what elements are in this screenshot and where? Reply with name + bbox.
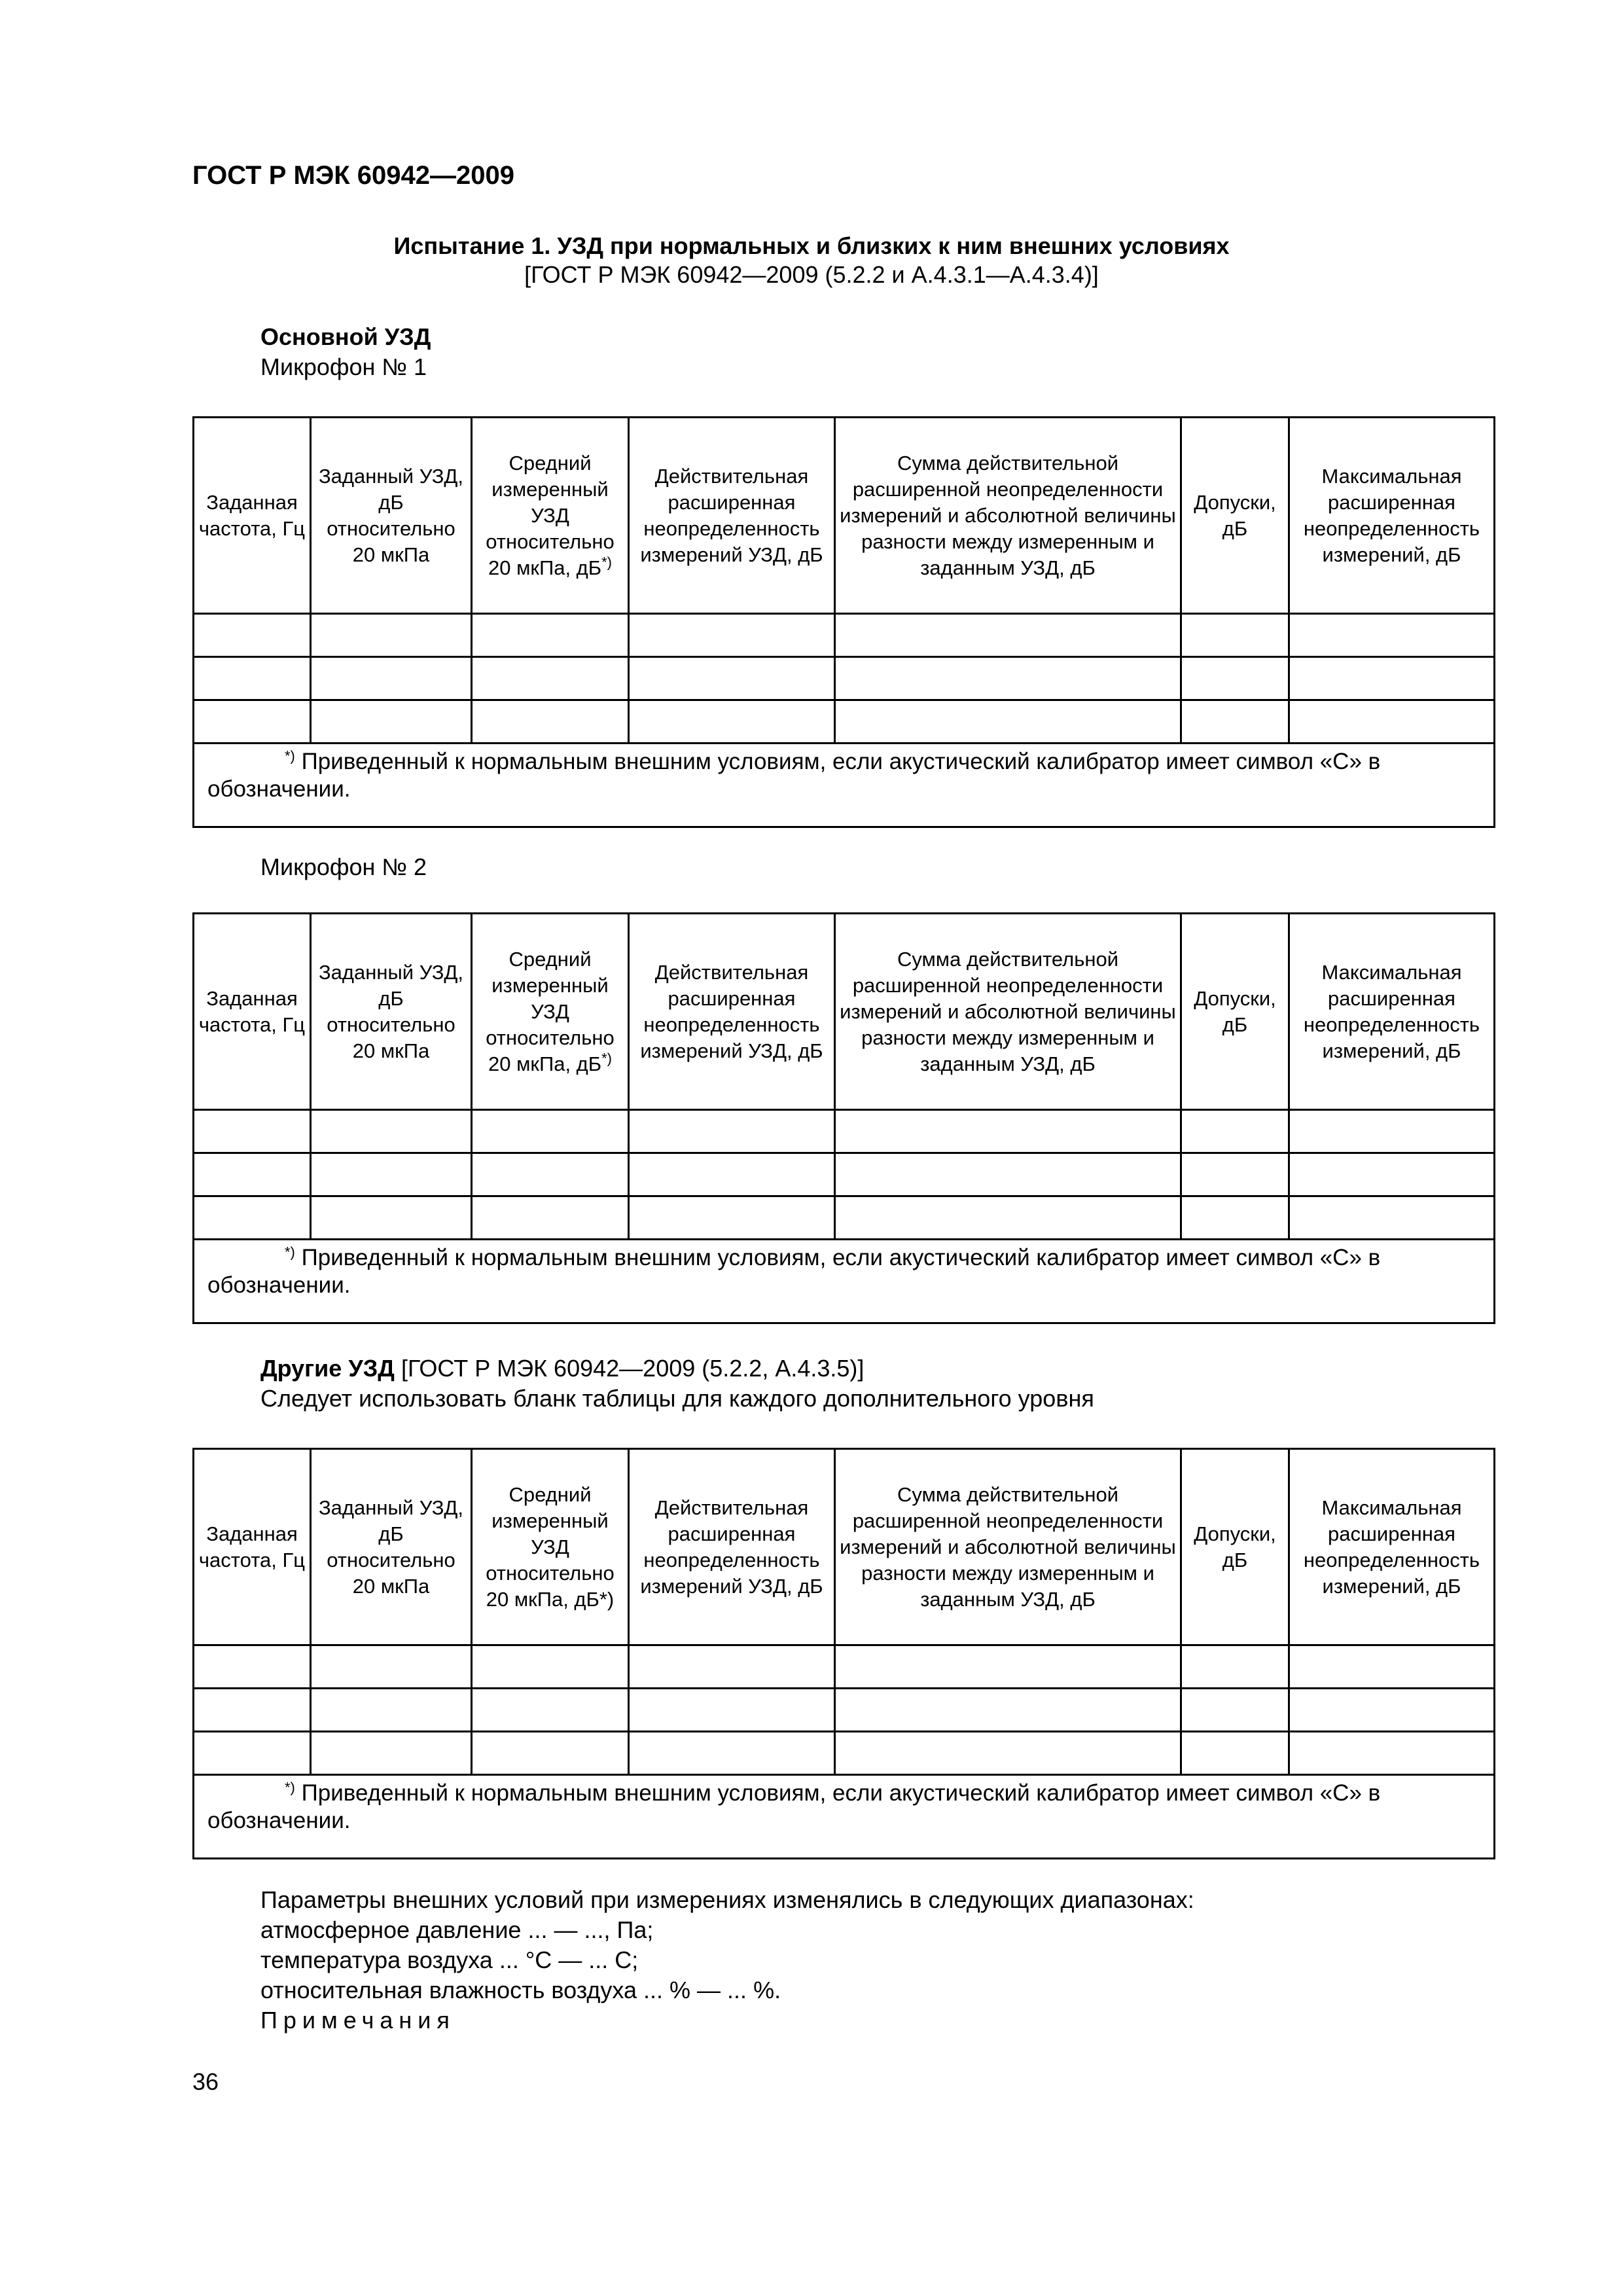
test-reference: [ГОСТ Р МЭК 60942—2009 (5.2.2 и А.4.3.1—А.4.3.4)]: [524, 261, 1099, 288]
table-cell[interactable]: [194, 657, 311, 700]
header-set-level: Заданный УЗД, дБ относительно 20 мкПа: [311, 418, 472, 614]
table-cell[interactable]: [472, 1689, 629, 1732]
table-cell[interactable]: [1289, 1153, 1495, 1196]
table-cell[interactable]: [1181, 1110, 1289, 1153]
table-cell[interactable]: [629, 1689, 835, 1732]
page-number: 36: [192, 2068, 219, 2095]
table-row: [194, 1196, 1495, 1240]
header-frequency: Заданная частота, Гц: [194, 914, 311, 1110]
notes-heading: Примечания: [260, 2007, 455, 2034]
document-id: ГОСТ Р МЭК 60942—2009: [192, 161, 515, 190]
header-mean-measured-level: Средний измеренный УЗД относительно 20 мкПа, дБ*): [472, 914, 629, 1110]
table-row: [194, 700, 1495, 744]
table-cell[interactable]: [835, 1110, 1181, 1153]
results-table-mic-2: [192, 912, 1495, 1324]
table-cell[interactable]: [1289, 614, 1495, 657]
environment-pressure: атмосферное давление ... — ..., Па;: [260, 1916, 654, 1943]
section-other-instruction: Следует использовать бланк таблицы для каждого дополнительного уровня: [260, 1385, 1094, 1412]
header-sum-uncertainty-difference: Сумма действительной расширенной неопределенности измерений и абсолютной величины разности между измеренным и заданным УЗД, дБ: [835, 914, 1181, 1110]
table-cell[interactable]: [835, 1153, 1181, 1196]
table-cell[interactable]: [472, 1196, 629, 1240]
table-cell[interactable]: [629, 1110, 835, 1153]
table-cell[interactable]: [629, 1732, 835, 1775]
table-cell[interactable]: [1181, 1196, 1289, 1240]
table-footnote: *) Приведенный к нормальным внешним условиям, если акустический калибратор имеет символ «С» в обозначении.: [194, 744, 1495, 827]
header-set-level: Заданный УЗД, дБ относительно 20 мкПа: [311, 1449, 472, 1645]
header-mean-measured-level: Средний измеренный УЗД относительно 20 мкПа, дБ*): [472, 1449, 629, 1645]
table-cell[interactable]: [472, 700, 629, 744]
header-actual-uncertainty: Действительная расширенная неопределенность измерений УЗД, дБ: [629, 1449, 835, 1645]
header-max-uncertainty: Максимальная расширенная неопределенность измерений, дБ: [1289, 1449, 1495, 1645]
table-cell[interactable]: [194, 1732, 311, 1775]
table-cell[interactable]: [1289, 1196, 1495, 1240]
header-actual-uncertainty: Действительная расширенная неопределенность измерений УЗД, дБ: [629, 418, 835, 614]
table-cell[interactable]: [835, 1645, 1181, 1689]
table-cell[interactable]: [835, 700, 1181, 744]
header-actual-uncertainty: Действительная расширенная неопределенность измерений УЗД, дБ: [629, 914, 835, 1110]
table-cell[interactable]: [472, 1110, 629, 1153]
table-cell[interactable]: [1181, 1689, 1289, 1732]
table-cell[interactable]: [311, 1153, 472, 1196]
table-cell[interactable]: [311, 700, 472, 744]
table-cell[interactable]: [472, 614, 629, 657]
table-cell[interactable]: [835, 614, 1181, 657]
environment-temperature: температура воздуха ... °С — ... С;: [260, 1946, 639, 1973]
table-cell[interactable]: [472, 1732, 629, 1775]
table-row: [194, 1732, 1495, 1775]
table-cell[interactable]: [629, 700, 835, 744]
table-cell[interactable]: [311, 1732, 472, 1775]
table-footnote: *) Приведенный к нормальным внешним условиям, если акустический калибратор имеет символ «С» в обозначении.: [194, 1775, 1495, 1859]
table-cell[interactable]: [194, 1153, 311, 1196]
table-row: [194, 657, 1495, 700]
table-footnote: *) Приведенный к нормальным внешним условиям, если акустический калибратор имеет символ «С» в обозначении.: [194, 1240, 1495, 1323]
table-cell[interactable]: [1289, 1110, 1495, 1153]
table-cell[interactable]: [1289, 657, 1495, 700]
environment-intro: Параметры внешних условий при измерениях изменялись в следующих диапазонах:: [260, 1886, 1194, 1913]
table-cell[interactable]: [629, 614, 835, 657]
test-title: Испытание 1. УЗД при нормальных и близких к ним внешних условиях: [393, 232, 1230, 259]
table-row: [194, 1153, 1495, 1196]
table-cell[interactable]: [629, 1196, 835, 1240]
table-cell[interactable]: [1289, 1689, 1495, 1732]
table-cell[interactable]: [1289, 700, 1495, 744]
table-cell[interactable]: [835, 1732, 1181, 1775]
header-frequency: Заданная частота, Гц: [194, 1449, 311, 1645]
table-cell[interactable]: [1181, 1153, 1289, 1196]
table-cell[interactable]: [311, 1110, 472, 1153]
microphone-1-label: Микрофон № 1: [260, 353, 427, 380]
table-cell[interactable]: [1181, 1645, 1289, 1689]
results-table-other-levels: [192, 1448, 1495, 1859]
table-cell[interactable]: [311, 614, 472, 657]
table-cell[interactable]: [1181, 657, 1289, 700]
section-other-heading: [260, 1354, 864, 1384]
table-cell[interactable]: [1181, 700, 1289, 744]
table-cell[interactable]: [472, 657, 629, 700]
table-cell[interactable]: [629, 657, 835, 700]
table-cell[interactable]: [194, 700, 311, 744]
header-sum-uncertainty-difference: Сумма действительной расширенной неопределенности измерений и абсолютной величины разности между измеренным и заданным УЗД, дБ: [835, 1449, 1181, 1645]
table-cell[interactable]: [194, 1689, 311, 1732]
results-table-mic-1: [192, 416, 1495, 828]
table-row: [194, 1689, 1495, 1732]
header-max-uncertainty: Максимальная расширенная неопределенность измерений, дБ: [1289, 914, 1495, 1110]
table-cell[interactable]: [629, 1645, 835, 1689]
table-cell[interactable]: [1289, 1645, 1495, 1689]
environment-humidity: относительная влажность воздуха ... % — ... %.: [260, 1977, 781, 2003]
header-tolerances: Допуски, дБ: [1181, 1449, 1289, 1645]
table-cell[interactable]: [1181, 1732, 1289, 1775]
table-cell[interactable]: [835, 1196, 1181, 1240]
table-cell[interactable]: [311, 1645, 472, 1689]
header-set-level: Заданный УЗД, дБ относительно 20 мкПа: [311, 914, 472, 1110]
table-cell[interactable]: [311, 1689, 472, 1732]
header-tolerances: Допуски, дБ: [1181, 914, 1289, 1110]
table-cell[interactable]: [629, 1153, 835, 1196]
table-cell[interactable]: [194, 614, 311, 657]
table-cell[interactable]: [835, 657, 1181, 700]
header-mean-measured-level: Средний измеренный УЗД относительно 20 мкПа, дБ*): [472, 418, 629, 614]
environment-parameters: [260, 1885, 1194, 2036]
section-other-title: Другие УЗД: [260, 1355, 395, 1382]
microphone-2-label: Микрофон № 2: [260, 853, 427, 880]
table-cell[interactable]: [194, 1110, 311, 1153]
header-sum-uncertainty-difference: Сумма действительной расширенной неопределенности измерений и абсолютной величины разности между измеренным и заданным УЗД, дБ: [835, 418, 1181, 614]
table-cell[interactable]: [472, 1153, 629, 1196]
header-frequency: Заданная частота, Гц: [194, 418, 311, 614]
section-other-reference: [ГОСТ Р МЭК 60942—2009 (5.2.2, А.4.3.5)]: [394, 1355, 865, 1382]
table-cell[interactable]: [835, 1689, 1181, 1732]
table-cell[interactable]: [311, 1196, 472, 1240]
table-cell[interactable]: [1289, 1732, 1495, 1775]
header-tolerances: Допуски, дБ: [1181, 418, 1289, 614]
header-max-uncertainty: Максимальная расширенная неопределенность измерений, дБ: [1289, 418, 1495, 614]
table-cell[interactable]: [1181, 614, 1289, 657]
table-cell[interactable]: [194, 1196, 311, 1240]
table-row: [194, 614, 1495, 657]
table-cell[interactable]: [194, 1645, 311, 1689]
section-main-title: Основной УЗД: [260, 323, 431, 350]
table-row: [194, 1645, 1495, 1689]
table-cell[interactable]: [311, 657, 472, 700]
table-cell[interactable]: [472, 1645, 629, 1689]
table-row: [194, 1110, 1495, 1153]
